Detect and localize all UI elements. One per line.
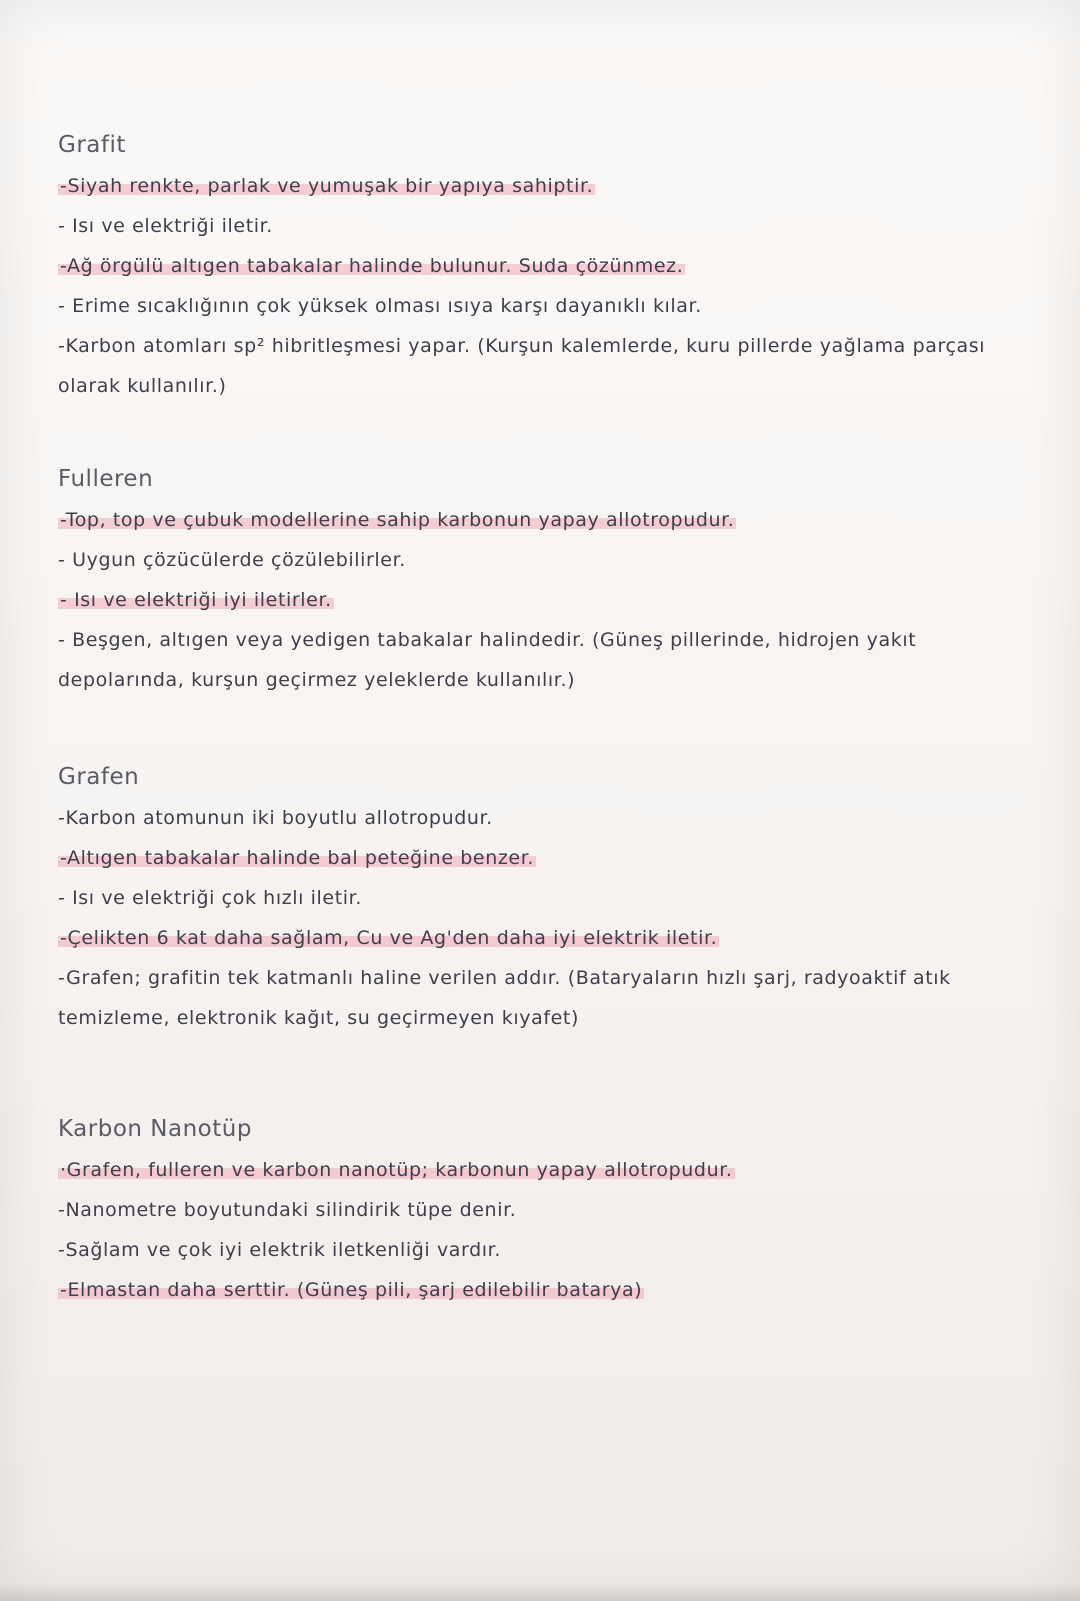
heading-grafen: Grafen xyxy=(58,764,140,790)
grafen-line-4: -Çelikten 6 kat daha sağlam, Cu ve Ag'den daha iyi elektrik iletir. xyxy=(60,927,718,949)
grafit-line-2: - Isı ve elektriği iletir. xyxy=(58,215,273,237)
grafit-line-1: -Siyah renkte, parlak ve yumuşak bir yapıya sahiptir. xyxy=(60,175,594,197)
heading-grafit: Grafit xyxy=(58,132,126,158)
fulleren-line-3: - Isı ve elektriği iyi iletirler. xyxy=(60,589,332,611)
grafen-line-2: -Altıgen tabakalar halinde bal peteğine benzer. xyxy=(60,847,535,869)
heading-fulleren: Fulleren xyxy=(58,466,154,492)
nanotup-line-2: -Nanometre boyutundaki silindirik tüpe denir. xyxy=(58,1199,517,1221)
fulleren-line-1: -Top, top ve çubuk modellerine sahip karbonun yapay allotropudur. xyxy=(60,509,735,531)
section-fulleren xyxy=(58,466,1038,700)
page-bottom-shadow xyxy=(0,1583,1080,1601)
grafit-line-5: -Karbon atomları sp² hibritleşmesi yapar. (Kurşun kalemlerde, kuru pillerde yağlama parçası olarak kullanılır.) xyxy=(58,335,986,397)
nanotup-line-3: -Sağlam ve çok iyi elektrik iletkenliği vardır. xyxy=(58,1239,501,1261)
grafit-line-3: -Ağ örgülü altıgen tabakalar halinde bulunur. Suda çözünmez. xyxy=(60,255,684,277)
grafen-line-5: -Grafen; grafitin tek katmanlı haline verilen addır. (Bataryaların hızlı şarj, radyoaktif atık temizleme, elektronik kağıt, su geçirmeyen kıyafet) xyxy=(58,967,951,1029)
grafen-line-1: -Karbon atomunun iki boyutlu allotropudur. xyxy=(58,807,493,829)
heading-karbon-nanotup: Karbon Nanotüp xyxy=(58,1116,252,1142)
grafen-line-3: - Isı ve elektriği çok hızlı iletir. xyxy=(58,887,362,909)
section-karbon-nanotup xyxy=(58,1116,1038,1310)
fulleren-line-4: - Beşgen, altıgen veya yedigen tabakalar halindedir. (Güneş pillerinde, hidrojen yakıt depolarında, kurşun geçirmez yeleklerde kullanılır.) xyxy=(58,629,917,691)
section-grafen xyxy=(58,764,1038,1038)
fulleren-line-2: - Uygun çözücülerde çözülebilirler. xyxy=(58,549,406,571)
section-grafit xyxy=(58,132,1038,406)
nanotup-line-1: ·Grafen, fulleren ve karbon nanotüp; karbonun yapay allotropudur. xyxy=(60,1159,733,1181)
grafit-line-4: - Erime sıcaklığının çok yüksek olması ısıya karşı dayanıklı kılar. xyxy=(58,295,702,317)
nanotup-line-4: -Elmastan daha serttir. (Güneş pili, şarj edilebilir batarya) xyxy=(60,1279,643,1301)
